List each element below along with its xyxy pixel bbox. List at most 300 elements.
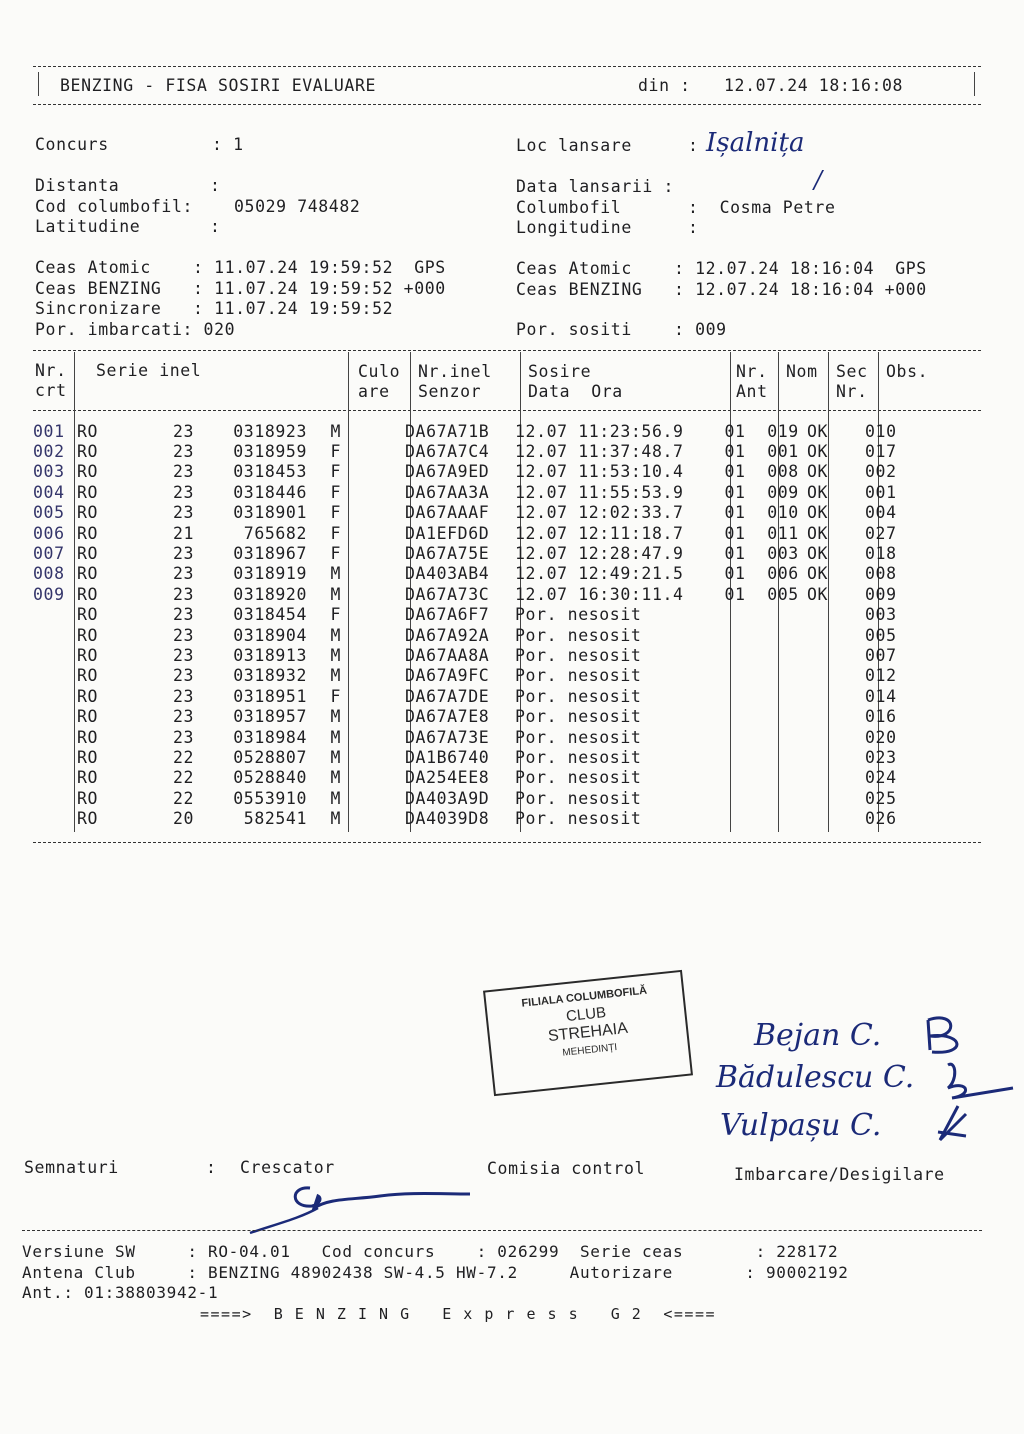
- col-inel-header-1: Nr.inel: [418, 362, 492, 381]
- footer-line-2: Antena Club : BENZING 48902438 SW-4.5 HW-7.2 Autorizare : 90002192: [22, 1263, 849, 1282]
- row-nr: [33, 666, 75, 686]
- row-sex: M: [330, 727, 341, 747]
- stamp-line-3: STREHAIA: [547, 1019, 629, 1046]
- row-antenna: [711, 645, 759, 665]
- row-sensor: DA1EFD6D: [405, 523, 490, 543]
- row-ring-number: 0318919: [233, 564, 307, 584]
- row-sensor: DA4039D8: [405, 809, 490, 829]
- table-row: [33, 706, 925, 726]
- row-sex: F: [330, 442, 341, 462]
- row-sensor: DA403A9D: [405, 788, 490, 808]
- col-nom-header: Nom: [786, 362, 818, 381]
- row-nr: 005: [33, 503, 65, 523]
- row-country: RO: [77, 605, 99, 625]
- header-bottom-rule: [33, 104, 981, 105]
- row-nr: [33, 768, 75, 788]
- col-culo-header-1: Culo: [358, 362, 401, 381]
- din-label: din :: [638, 76, 691, 95]
- row-nom: 008: [767, 462, 799, 482]
- row-sensor: DA67A73C: [405, 584, 490, 604]
- row-country: RO: [77, 686, 99, 706]
- row-arrival: Por. nesosit: [515, 747, 642, 767]
- row-obs: 004: [865, 503, 897, 523]
- row-obs: 020: [865, 727, 897, 747]
- row-year: 23: [173, 421, 195, 441]
- row-sex: M: [330, 707, 341, 727]
- crescator-label: Crescator: [240, 1158, 335, 1177]
- distanta-colon: :: [210, 176, 221, 195]
- row-sensor: DA67A7C4: [405, 442, 490, 462]
- row-year: 21: [173, 523, 195, 543]
- row-ring-number: 0318904: [233, 625, 307, 645]
- row-obs: 018: [865, 544, 897, 564]
- row-year: 23: [173, 503, 195, 523]
- row-ring-number: 0318967: [233, 544, 307, 564]
- row-obs: 026: [865, 809, 897, 829]
- row-antenna: 01: [724, 544, 746, 564]
- row-year: 23: [173, 442, 195, 462]
- row-arrival: 12.07 11:55:53.9: [515, 482, 684, 502]
- row-antenna: [711, 706, 759, 726]
- row-sec-ok: [807, 808, 857, 828]
- row-year: 23: [173, 544, 195, 564]
- row-color: [345, 727, 405, 747]
- row-ring-number: 0318446: [233, 482, 307, 502]
- col-nr-header-2: crt: [35, 381, 67, 400]
- imbarcare-desigilare-label: Imbarcare/Desigilare: [734, 1165, 945, 1184]
- row-country: RO: [77, 421, 99, 441]
- row-sec-ok: [807, 625, 857, 645]
- row-nr: [33, 788, 75, 808]
- row-antenna: [711, 747, 759, 767]
- longitudine-label: Longitudine: [516, 218, 632, 237]
- row-country: RO: [77, 727, 99, 747]
- row-country: RO: [77, 707, 99, 727]
- col-ant-header-1: Nr.: [736, 362, 768, 381]
- row-nr: 007: [33, 544, 65, 564]
- row-nom: [759, 666, 807, 686]
- row-year: 23: [173, 482, 195, 502]
- row-sex: F: [330, 482, 341, 502]
- row-arrival: Por. nesosit: [515, 707, 642, 727]
- commission-member-1: Bejan C.: [754, 1018, 882, 1053]
- semnaturi-colon: :: [206, 1158, 217, 1177]
- table-row: [33, 441, 925, 461]
- comisia-control-label: Comisia control: [487, 1159, 646, 1178]
- row-obs: 002: [865, 462, 897, 482]
- row-nr: [33, 686, 75, 706]
- row-sensor: DA67A92A: [405, 625, 490, 645]
- row-year: 23: [173, 727, 195, 747]
- row-sex: M: [330, 584, 341, 604]
- row-nr: 001: [33, 421, 65, 441]
- row-antenna: [711, 666, 759, 686]
- col-sosire-header-2: Data Ora: [528, 382, 623, 401]
- row-ring-number: 0318454: [233, 605, 307, 625]
- col-serie-header: Serie inel: [96, 361, 202, 380]
- latitudine-label: Latitudine: [35, 217, 141, 236]
- row-obs: 024: [865, 768, 897, 788]
- row-sensor: DA67A9FC: [405, 666, 490, 686]
- row-sec-ok: OK: [807, 462, 829, 482]
- columbofil-label: Columbofil: [516, 198, 622, 217]
- row-sex: M: [330, 788, 341, 808]
- row-nom: [759, 605, 807, 625]
- row-ring-number: 0318984: [233, 727, 307, 747]
- semnaturi-label: Semnaturi: [24, 1158, 119, 1177]
- row-color: [345, 523, 405, 543]
- row-nr: 009: [33, 584, 65, 604]
- por-sositi: Por. sositi : 009: [516, 320, 727, 339]
- table-row: [33, 605, 925, 625]
- row-year: 23: [173, 564, 195, 584]
- row-color: [345, 645, 405, 665]
- commission-member-2: Bădulescu C.: [716, 1060, 915, 1095]
- row-obs: 016: [865, 707, 897, 727]
- row-antenna: 01: [724, 523, 746, 543]
- row-sec-ok: [807, 686, 857, 706]
- row-country: RO: [77, 482, 99, 502]
- table-row: [33, 584, 925, 604]
- row-nom: 011: [767, 523, 799, 543]
- row-sec-ok: [807, 727, 857, 747]
- row-obs: 008: [865, 564, 897, 584]
- row-year: 23: [173, 645, 195, 665]
- row-obs: 009: [865, 584, 897, 604]
- row-ring-number: 765682: [243, 523, 307, 543]
- row-nom: [759, 788, 807, 808]
- row-sensor: DA67A71B: [405, 421, 490, 441]
- row-color: [345, 747, 405, 767]
- row-country: RO: [77, 645, 99, 665]
- row-year: 23: [173, 686, 195, 706]
- row-sec-ok: OK: [807, 544, 829, 564]
- row-sec-ok: OK: [807, 523, 829, 543]
- header-right-bar: [974, 72, 975, 96]
- row-year: 20: [173, 809, 195, 829]
- row-ring-number: 0318951: [233, 686, 307, 706]
- row-nr: [33, 645, 75, 665]
- col-culo-header-2: are: [358, 382, 390, 401]
- row-nom: 001: [767, 442, 799, 462]
- concurs-value: : 1: [212, 135, 244, 154]
- loc-lansare-handwritten: Ișalnița: [706, 128, 805, 158]
- clock-right-2: Ceas BENZING : 12.07.24 18:16:04 +000: [516, 280, 927, 299]
- row-sensor: DA67AAAF: [405, 503, 490, 523]
- col-sec-header-1: Sec: [836, 362, 868, 381]
- row-ring-number: 0318913: [233, 645, 307, 665]
- row-arrival: Por. nesosit: [515, 788, 642, 808]
- row-nr: [33, 727, 75, 747]
- row-sensor: DA67A73E: [405, 727, 490, 747]
- table-row: [33, 747, 925, 767]
- row-sex: M: [330, 768, 341, 788]
- row-nom: 006: [767, 564, 799, 584]
- footer-line-1: Versiune SW : RO-04.01 Cod concurs : 026299 Serie ceas : 228172: [22, 1242, 839, 1261]
- row-arrival: Por. nesosit: [515, 768, 642, 788]
- row-ring-number: 0553910: [233, 788, 307, 808]
- col-ant-header-2: Ant: [736, 382, 768, 401]
- row-nom: [759, 747, 807, 767]
- row-obs: 014: [865, 686, 897, 706]
- table-header-top-rule: [33, 350, 981, 351]
- row-sex: F: [330, 605, 341, 625]
- row-color: [345, 605, 405, 625]
- row-nom: [759, 645, 807, 665]
- row-sex: M: [330, 645, 341, 665]
- cod-columbofil-label: Cod columbofil:: [35, 197, 194, 216]
- row-sec-ok: OK: [807, 503, 829, 523]
- row-nr: 003: [33, 462, 65, 482]
- row-arrival: 12.07 12:02:33.7: [515, 503, 684, 523]
- row-antenna: [711, 605, 759, 625]
- row-antenna: [711, 808, 759, 828]
- row-country: RO: [77, 503, 99, 523]
- row-arrival: 12.07 11:53:10.4: [515, 462, 684, 482]
- row-obs: 023: [865, 747, 897, 767]
- row-color: [345, 706, 405, 726]
- col-nr-header-1: Nr.: [35, 361, 67, 380]
- table-header-bottom-rule: [33, 410, 981, 411]
- table-row: [33, 543, 925, 563]
- table-row: [33, 625, 925, 645]
- row-arrival: Por. nesosit: [515, 625, 642, 645]
- clock-left-1: Ceas Atomic : 11.07.24 19:59:52 GPS: [35, 258, 446, 277]
- row-arrival: 12.07 11:23:56.9: [515, 421, 684, 441]
- row-sex: F: [330, 686, 341, 706]
- row-country: RO: [77, 625, 99, 645]
- col-sec-header-2: Nr.: [836, 382, 868, 401]
- row-color: [345, 543, 405, 563]
- row-color: [345, 686, 405, 706]
- row-sex: F: [330, 503, 341, 523]
- row-obs: 025: [865, 788, 897, 808]
- table-row: [33, 727, 925, 747]
- row-antenna: [711, 727, 759, 747]
- row-arrival: Por. nesosit: [515, 666, 642, 686]
- row-nom: 005: [767, 584, 799, 604]
- row-nr: [33, 625, 75, 645]
- table-row: [33, 808, 925, 828]
- row-ring-number: 0528840: [233, 768, 307, 788]
- row-year: 23: [173, 605, 195, 625]
- table-row: [33, 462, 925, 482]
- row-sec-ok: OK: [807, 421, 829, 441]
- row-nr: 006: [33, 523, 65, 543]
- row-ring-number: 0528807: [233, 747, 307, 767]
- row-year: 22: [173, 768, 195, 788]
- row-ring-number: 0318932: [233, 666, 307, 686]
- row-color: [345, 666, 405, 686]
- row-arrival: Por. nesosit: [515, 645, 642, 665]
- row-country: RO: [77, 523, 99, 543]
- row-arrival: 12.07 12:11:18.7: [515, 523, 684, 543]
- row-nom: 009: [767, 482, 799, 502]
- row-obs: 017: [865, 442, 897, 462]
- row-antenna: 01: [724, 584, 746, 604]
- distanta-label: Distanta: [35, 176, 120, 195]
- row-ring-number: 0318957: [233, 707, 307, 727]
- row-nr: 004: [33, 482, 65, 502]
- table-row: [33, 788, 925, 808]
- row-arrival: 12.07 16:30:11.4: [515, 584, 684, 604]
- row-antenna: [711, 768, 759, 788]
- row-color: [345, 482, 405, 502]
- row-ring-number: 0318920: [233, 584, 307, 604]
- row-sec-ok: OK: [807, 482, 829, 502]
- data-lansarii-label: Data lansarii :: [516, 177, 675, 196]
- row-arrival: 12.07 11:37:48.7: [515, 442, 684, 462]
- row-nom: [759, 686, 807, 706]
- clock-left-3: Sincronizare : 11.07.24 19:59:52: [35, 299, 394, 318]
- row-year: 23: [173, 707, 195, 727]
- table-row: [33, 503, 925, 523]
- row-nr: [33, 605, 75, 625]
- table-row: [33, 686, 925, 706]
- stamp-line-2: CLUB: [565, 1004, 607, 1026]
- row-sensor: DA67A75E: [405, 544, 490, 564]
- row-year: 22: [173, 747, 195, 767]
- data-lansarii-handwritten: /: [814, 166, 823, 194]
- table-row: [33, 482, 925, 502]
- row-color: [345, 584, 405, 604]
- arrivals-table-body: [33, 421, 925, 829]
- table-row: [33, 666, 925, 686]
- row-sensor: DA67A9ED: [405, 462, 490, 482]
- row-sex: M: [330, 809, 341, 829]
- row-antenna: [711, 625, 759, 645]
- table-row: [33, 768, 925, 788]
- col-sosire-header-1: Sosire: [528, 362, 592, 381]
- row-obs: 005: [865, 625, 897, 645]
- row-arrival: Por. nesosit: [515, 605, 642, 625]
- stamp-line-1: FILIALA COLUMBOFILĂ: [520, 984, 648, 1010]
- row-ring-number: 582541: [243, 809, 307, 829]
- row-antenna: 01: [724, 442, 746, 462]
- stamp-line-4: MEHEDINȚI: [561, 1042, 618, 1059]
- row-color: [345, 462, 405, 482]
- loc-lansare-label: Loc lansare: [516, 136, 632, 155]
- row-year: 23: [173, 625, 195, 645]
- cod-columbofil-value: 05029 748482: [234, 197, 361, 216]
- footer-rule: [22, 1230, 982, 1231]
- row-sex: M: [330, 666, 341, 686]
- table-row: [33, 564, 925, 584]
- row-antenna: 01: [724, 503, 746, 523]
- row-nom: [759, 625, 807, 645]
- row-obs: 012: [865, 666, 897, 686]
- row-obs: 007: [865, 645, 897, 665]
- row-year: 23: [173, 584, 195, 604]
- row-obs: 001: [865, 482, 897, 502]
- row-sec-ok: [807, 645, 857, 665]
- row-sec-ok: [807, 605, 857, 625]
- row-sex: M: [330, 421, 341, 441]
- row-nr: [33, 747, 75, 767]
- header-left-bar: [38, 72, 39, 96]
- row-country: RO: [77, 788, 99, 808]
- row-ring-number: 0318901: [233, 503, 307, 523]
- club-stamp: [483, 970, 693, 1096]
- row-antenna: 01: [724, 421, 746, 441]
- row-nom: 019: [767, 421, 799, 441]
- row-antenna: 01: [724, 564, 746, 584]
- row-sex: F: [330, 523, 341, 543]
- footer-line-3: Ant.: 01:38803942-1: [22, 1283, 219, 1302]
- row-sec-ok: [807, 706, 857, 726]
- row-color: [345, 788, 405, 808]
- row-nr: [33, 808, 75, 828]
- row-country: RO: [77, 462, 99, 482]
- row-sex: F: [330, 462, 341, 482]
- row-sec-ok: [807, 768, 857, 788]
- row-country: RO: [77, 768, 99, 788]
- row-nom: [759, 768, 807, 788]
- row-obs: 003: [865, 605, 897, 625]
- row-country: RO: [77, 666, 99, 686]
- row-nom: [759, 808, 807, 828]
- row-sensor: DA254EE8: [405, 768, 490, 788]
- row-ring-number: 0318923: [233, 421, 307, 441]
- row-nom: [759, 706, 807, 726]
- row-sensor: DA67A6F7: [405, 605, 490, 625]
- report-title: BENZING - FISA SOSIRI EVALUARE: [60, 76, 377, 95]
- row-obs: 010: [865, 421, 897, 441]
- col-obs-header: Obs.: [886, 362, 929, 381]
- row-color: [345, 421, 405, 441]
- row-sec-ok: [807, 788, 857, 808]
- row-country: RO: [77, 564, 99, 584]
- row-obs: 027: [865, 523, 897, 543]
- row-nom: 003: [767, 544, 799, 564]
- row-country: RO: [77, 809, 99, 829]
- row-color: [345, 625, 405, 645]
- crescator-signature-icon: [240, 1178, 480, 1238]
- commission-member-3: Vulpașu C.: [720, 1108, 882, 1143]
- row-sec-ok: OK: [807, 442, 829, 462]
- latitudine-colon: :: [210, 217, 221, 236]
- commission-signatures-icon: [918, 1010, 1022, 1150]
- row-nom: 010: [767, 503, 799, 523]
- row-country: RO: [77, 442, 99, 462]
- row-year: 23: [173, 462, 195, 482]
- table-row: [33, 645, 925, 665]
- row-sex: F: [330, 544, 341, 564]
- concurs-label: Concurs: [35, 135, 109, 154]
- row-color: [345, 768, 405, 788]
- columbofil-value: : Cosma Petre: [688, 198, 836, 217]
- row-sex: M: [330, 625, 341, 645]
- row-sensor: DA67AA8A: [405, 645, 490, 665]
- row-country: RO: [77, 584, 99, 604]
- row-antenna: 01: [724, 462, 746, 482]
- row-ring-number: 0318453: [233, 462, 307, 482]
- footer-banner: ====> B E N Z I N G E x p r e s s G 2 <====: [200, 1305, 717, 1323]
- row-nr: 008: [33, 564, 65, 584]
- row-color: [345, 564, 405, 584]
- clock-right-1: Ceas Atomic : 12.07.24 18:16:04 GPS: [516, 259, 927, 278]
- row-arrival: 12.07 12:49:21.5: [515, 564, 684, 584]
- row-color: [345, 808, 405, 828]
- report-datetime: 12.07.24 18:16:08: [724, 76, 904, 95]
- table-row: [33, 523, 925, 543]
- row-sec-ok: [807, 747, 857, 767]
- row-sec-ok: OK: [807, 564, 829, 584]
- row-country: RO: [77, 544, 99, 564]
- row-arrival: Por. nesosit: [515, 809, 642, 829]
- row-nr: 002: [33, 442, 65, 462]
- row-color: [345, 503, 405, 523]
